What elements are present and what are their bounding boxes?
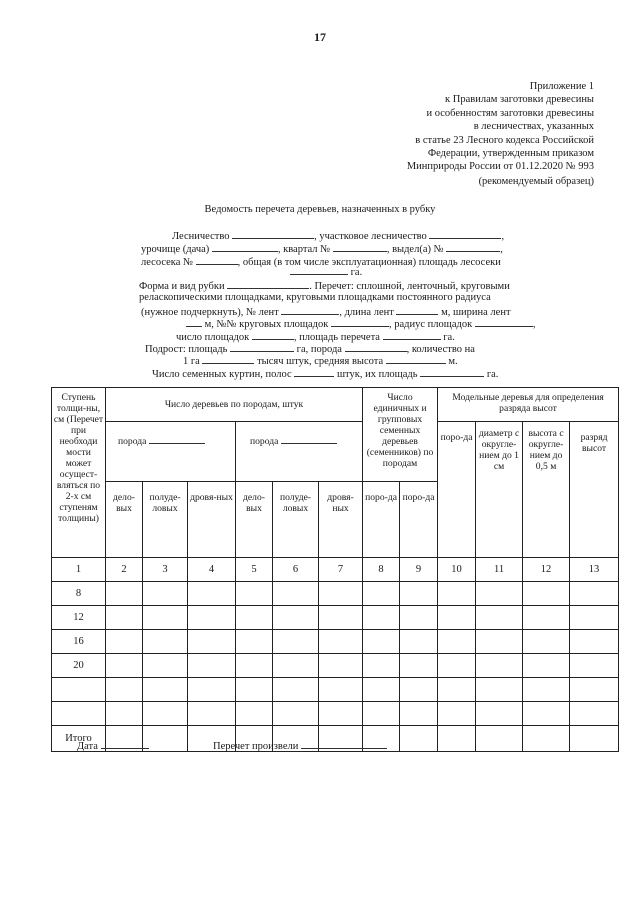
- label: ,: [501, 231, 505, 242]
- breed-label: порода: [118, 436, 147, 447]
- plots-number-blank[interactable]: [331, 317, 389, 327]
- table-cell[interactable]: [273, 606, 319, 630]
- document-title: Ведомость перечета деревьев, назначенных в рубку: [204, 204, 436, 215]
- table-cell[interactable]: [570, 630, 619, 654]
- label: Число семенных куртин, полос: [152, 369, 292, 380]
- table-cell[interactable]: [400, 654, 438, 678]
- appendix-line: Минприроды России от 01.12.2020 № 993: [406, 161, 594, 173]
- table-cell[interactable]: [570, 582, 619, 606]
- label: реласкопическими площадками, круговыми площадками постоянного радиуса: [139, 292, 491, 303]
- semi-business-header: полуде-ловых: [143, 482, 188, 558]
- table-cell[interactable]: [438, 582, 476, 606]
- plots-radius-blank[interactable]: [475, 317, 533, 327]
- column-number: 6: [273, 558, 319, 582]
- table-cell[interactable]: [400, 726, 438, 752]
- table-cell[interactable]: [143, 678, 188, 702]
- label: лесосека №: [141, 257, 194, 268]
- form-line: [290, 265, 362, 280]
- table-cell[interactable]: [363, 702, 400, 726]
- table-cell[interactable]: [523, 582, 570, 606]
- table-cell[interactable]: [363, 630, 400, 654]
- column-number: 2: [106, 558, 143, 582]
- table-cell[interactable]: [438, 678, 476, 702]
- table-cell[interactable]: [523, 702, 570, 726]
- performed-label: Перечет произвели: [213, 741, 299, 752]
- table-cell[interactable]: [319, 654, 363, 678]
- table-cell[interactable]: [143, 582, 188, 606]
- table-cell[interactable]: [236, 606, 273, 630]
- seed-curtains-blank[interactable]: [294, 367, 334, 377]
- performed-blank[interactable]: [301, 739, 387, 749]
- table-cell[interactable]: [143, 630, 188, 654]
- table-cell[interactable]: [476, 726, 523, 752]
- table-cell[interactable]: [319, 702, 363, 726]
- column-number: 12: [523, 558, 570, 582]
- column-number: 8: [363, 558, 400, 582]
- label: . Перечет: сплошной, ленточный, круговыми: [309, 281, 510, 292]
- breed-label: порода: [250, 436, 279, 447]
- table-cell[interactable]: [476, 702, 523, 726]
- table-cell[interactable]: [570, 702, 619, 726]
- label: га.: [443, 332, 455, 343]
- label: , радиус площадок: [389, 319, 473, 330]
- table-cell[interactable]: [273, 630, 319, 654]
- table-cell[interactable]: [273, 582, 319, 606]
- label: , площадь перечета: [293, 332, 380, 343]
- business-header: дело-вых: [106, 482, 143, 558]
- table-cell[interactable]: [400, 606, 438, 630]
- table-cell[interactable]: [523, 606, 570, 630]
- label: га, порода: [296, 344, 342, 355]
- table-cell[interactable]: [523, 654, 570, 678]
- column-number: 3: [143, 558, 188, 582]
- column-number: 7: [319, 558, 363, 582]
- label: штук, их площадь: [336, 369, 418, 380]
- thickness-step: 20: [52, 654, 106, 678]
- appendix-line: к Правилам заготовки древесины: [445, 94, 594, 106]
- table-cell[interactable]: [188, 654, 236, 678]
- table-cell[interactable]: [143, 606, 188, 630]
- cutting-type-blank[interactable]: [227, 279, 309, 289]
- model-height-header: высота с округле-нием до 0,5 м: [523, 422, 570, 558]
- table-cell[interactable]: [319, 630, 363, 654]
- table-cell[interactable]: [570, 678, 619, 702]
- table-cell[interactable]: [143, 654, 188, 678]
- avg-height-blank[interactable]: [386, 354, 446, 364]
- forestry-blank[interactable]: [232, 229, 314, 239]
- label: м.: [448, 356, 458, 367]
- column-number: 4: [188, 558, 236, 582]
- table-cell[interactable]: [106, 582, 143, 606]
- appendix-line: Приложение 1: [529, 81, 594, 92]
- label: м, ширина лент: [441, 307, 511, 318]
- table-cell[interactable]: [106, 630, 143, 654]
- appendix-block: [407, 80, 594, 174]
- label: тысяч штук, средняя высота: [257, 356, 384, 367]
- column-number: 11: [476, 558, 523, 582]
- label: (нужное подчеркнуть), № лент: [141, 307, 279, 318]
- label: м, №№ круговых площадок: [204, 319, 329, 330]
- table-row: [52, 654, 619, 678]
- label: , участковое лесничество: [314, 231, 427, 242]
- seed-breed-header: поро-да: [363, 482, 400, 558]
- table-cell[interactable]: [236, 654, 273, 678]
- appendix-line: Федерации, утвержденным приказом: [427, 148, 594, 160]
- table-cell[interactable]: [438, 606, 476, 630]
- table-row: [52, 630, 619, 654]
- table-cell[interactable]: [106, 678, 143, 702]
- column-number: 9: [400, 558, 438, 582]
- appendix-line: и особенностям заготовки древесины: [426, 107, 594, 119]
- semi-business-header: полуде-ловых: [273, 482, 319, 558]
- cutting-area-blank[interactable]: [196, 255, 238, 265]
- date-blank[interactable]: [101, 739, 149, 749]
- fuel-header: дровя-ных: [319, 482, 363, 558]
- table-cell[interactable]: [319, 582, 363, 606]
- table-cell[interactable]: [273, 654, 319, 678]
- table-cell[interactable]: [236, 678, 273, 702]
- model-diameter-header: диаметр с округле-нием до 1 см: [476, 422, 523, 558]
- trees-count-header: Число деревьев по породам, штук: [106, 388, 363, 422]
- form-line: [152, 367, 498, 382]
- strip-length-blank[interactable]: [396, 305, 438, 315]
- table-cell[interactable]: [106, 702, 143, 726]
- table-cell[interactable]: [400, 582, 438, 606]
- table-cell[interactable]: [570, 654, 619, 678]
- allotment-blank[interactable]: [446, 242, 500, 252]
- label: ,: [532, 319, 536, 330]
- model-trees-header: Модельные деревья для определения разряда высот: [438, 388, 619, 422]
- thickness-step: 12: [52, 606, 106, 630]
- table-cell[interactable]: [188, 606, 236, 630]
- form-line: [139, 292, 491, 305]
- label: , длина лент: [339, 307, 394, 318]
- table-cell[interactable]: [523, 726, 570, 752]
- table-cell[interactable]: [400, 678, 438, 702]
- table-cell[interactable]: [523, 678, 570, 702]
- table-cell[interactable]: [143, 726, 188, 752]
- label: 1 га: [183, 356, 200, 367]
- label: га.: [486, 369, 499, 380]
- table-cell[interactable]: [106, 606, 143, 630]
- table-cell[interactable]: [236, 702, 273, 726]
- page-number: 17: [314, 30, 326, 44]
- performed-field: [213, 739, 387, 752]
- table-cell[interactable]: [400, 630, 438, 654]
- table-row: [52, 606, 619, 630]
- seed-area-blank[interactable]: [420, 367, 484, 377]
- label: урочище (дача): [141, 244, 210, 255]
- table-cell[interactable]: [438, 654, 476, 678]
- plots-count-blank[interactable]: [252, 330, 294, 340]
- model-breed-header: поро-да: [438, 422, 476, 558]
- label: ,: [500, 244, 503, 255]
- table-cell[interactable]: [438, 726, 476, 752]
- table-cell[interactable]: [319, 678, 363, 702]
- table-cell[interactable]: [188, 630, 236, 654]
- table-cell[interactable]: [106, 654, 143, 678]
- table-cell[interactable]: [476, 606, 523, 630]
- breed-cell: [236, 422, 363, 482]
- label: , выдел(а) №: [386, 244, 444, 255]
- thickness-step: 16: [52, 630, 106, 654]
- undergrowth-qty-blank[interactable]: [202, 354, 254, 364]
- table-row: [52, 702, 619, 726]
- quarter-blank[interactable]: [333, 242, 387, 252]
- seed-breed-header: поро-да: [400, 482, 438, 558]
- table-cell[interactable]: [438, 702, 476, 726]
- strip-width-blank[interactable]: [186, 317, 202, 327]
- table-cell[interactable]: [188, 702, 236, 726]
- breed-cell: [106, 422, 236, 482]
- table-row: [52, 582, 619, 606]
- fuel-header: дровя-ных: [188, 482, 236, 558]
- district-forestry-blank[interactable]: [429, 229, 501, 239]
- table-cell[interactable]: [523, 630, 570, 654]
- undergrowth-breed-blank[interactable]: [345, 342, 407, 352]
- column-numbers-row: [52, 558, 619, 582]
- thickness-header: Ступень толщи-ны, см (Перечет при необходи мости может осущест-вляться по 2-х см ступеням толщины): [52, 388, 106, 558]
- label: Подрост: площадь: [145, 344, 228, 355]
- table-cell[interactable]: [476, 630, 523, 654]
- thickness-step: [52, 678, 106, 702]
- table-cell[interactable]: [273, 678, 319, 702]
- table-cell[interactable]: [363, 582, 400, 606]
- appendix-line: в лесничествах, указанных: [473, 121, 594, 133]
- sample-note: (рекомендуемый образец): [478, 176, 594, 187]
- table-cell[interactable]: [476, 678, 523, 702]
- table-cell[interactable]: [319, 606, 363, 630]
- breed-blank[interactable]: [281, 434, 337, 444]
- strips-number-blank[interactable]: [281, 305, 339, 315]
- business-header: дело-вых: [236, 482, 273, 558]
- table-cell[interactable]: [570, 606, 619, 630]
- date-field: [77, 739, 149, 752]
- table-cell[interactable]: [400, 702, 438, 726]
- count-area-blank[interactable]: [383, 330, 441, 340]
- table-cell[interactable]: [188, 678, 236, 702]
- table-cell[interactable]: [363, 606, 400, 630]
- table-cell[interactable]: [438, 630, 476, 654]
- date-label: Дата: [77, 741, 98, 752]
- table-row: [52, 678, 619, 702]
- undergrowth-area-blank[interactable]: [230, 342, 294, 352]
- table-cell[interactable]: [188, 582, 236, 606]
- label: Форма и вид рубки: [139, 281, 225, 292]
- table-cell[interactable]: [236, 582, 273, 606]
- column-number: 10: [438, 558, 476, 582]
- label: , квартал №: [277, 244, 331, 255]
- table-cell[interactable]: [363, 678, 400, 702]
- seed-trees-header: Число единичных и групповых семенных деревьев (семенников) по породам: [363, 388, 438, 482]
- table-cell[interactable]: [476, 582, 523, 606]
- label: число площадок: [176, 332, 250, 343]
- thickness-step: [52, 702, 106, 726]
- label: Лесничество: [172, 231, 230, 242]
- table-cell[interactable]: [476, 654, 523, 678]
- total-label: Итого: [52, 726, 106, 752]
- table-cell[interactable]: [143, 702, 188, 726]
- tree-count-table: [51, 387, 619, 752]
- table-cell[interactable]: [570, 726, 619, 752]
- table-cell[interactable]: [273, 702, 319, 726]
- table-cell[interactable]: [363, 654, 400, 678]
- label: , общая (в том числе эксплуатационная) площадь лесосеки: [237, 257, 501, 268]
- appendix-line: в статье 23 Лесного кодекса Российской: [415, 134, 594, 146]
- thickness-step: 8: [52, 582, 106, 606]
- tract-blank[interactable]: [212, 242, 278, 252]
- model-rank-header: разряд высот: [570, 422, 619, 558]
- table-cell[interactable]: [236, 630, 273, 654]
- column-number: 1: [52, 558, 106, 582]
- column-number: 5: [236, 558, 273, 582]
- column-number: 13: [570, 558, 619, 582]
- area-blank[interactable]: [290, 265, 348, 275]
- label: га.: [350, 267, 363, 278]
- label: , количество на: [406, 344, 475, 355]
- breed-blank[interactable]: [149, 434, 205, 444]
